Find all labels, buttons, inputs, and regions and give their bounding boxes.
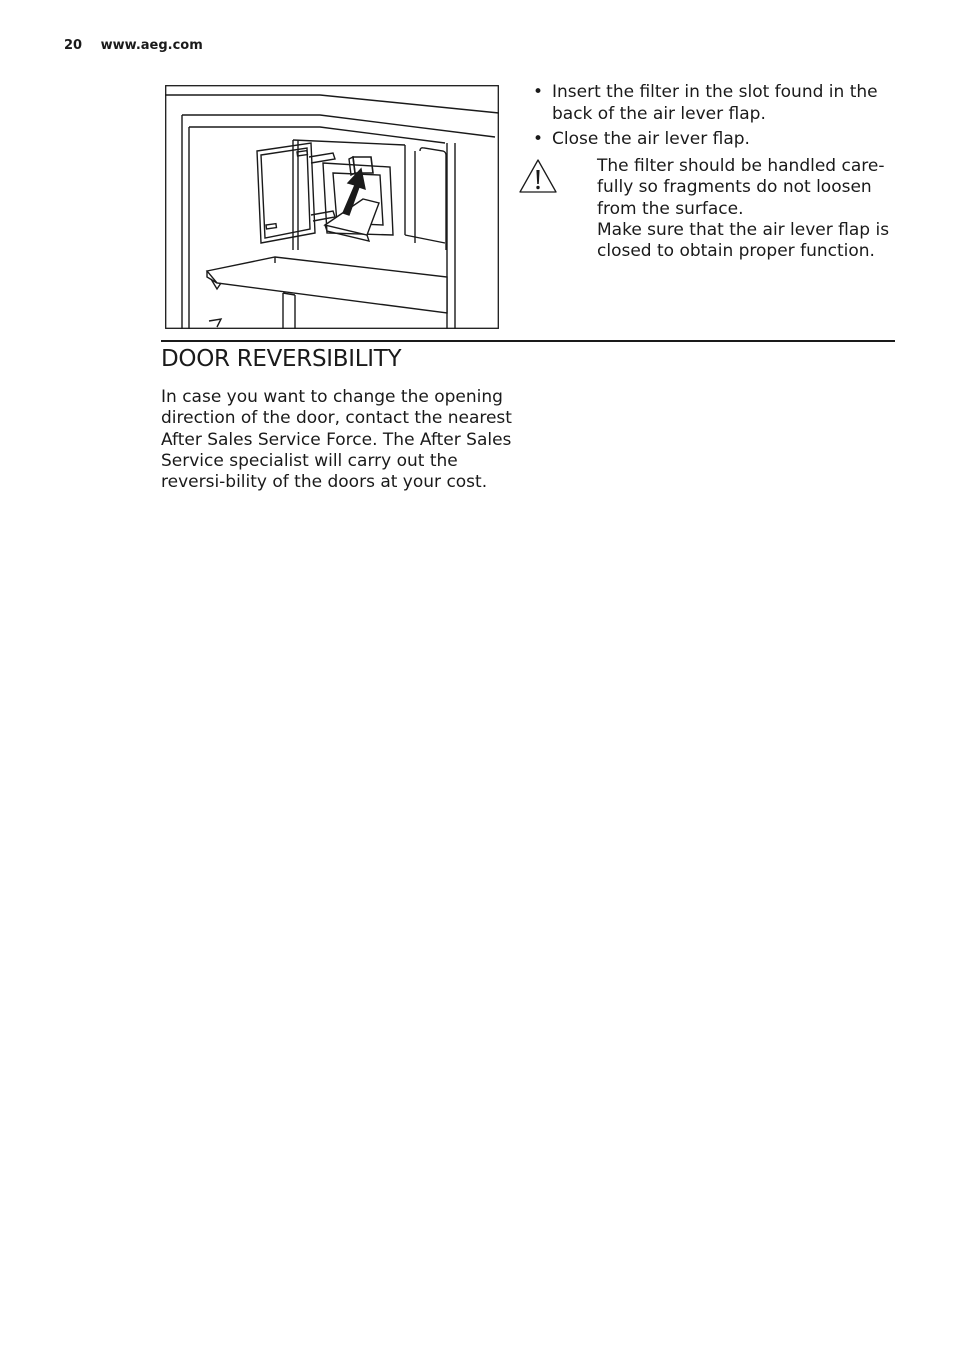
instruction-text: Insert the filter in the slot found in the back of the air lever flap.: [552, 82, 878, 124]
page-header: [64, 38, 203, 53]
warning-note: [597, 156, 897, 262]
warning-triangle-icon: [518, 158, 558, 194]
section-body: In case you want to change the opening direction of the door, contact the nearest After Sales Service Force. The After Sales Service specialist will carry out the reversi-bility of the doors at your cost.: [161, 387, 512, 493]
instruction-list: [533, 82, 895, 155]
warning-line: closed to obtain proper function.: [597, 241, 875, 262]
instruction-text: Close the air lever flap.: [552, 129, 750, 149]
filter-insertion-illustration: [165, 85, 499, 329]
section-title: DOOR REVERSIBILITY: [161, 346, 402, 372]
website-link[interactable]: www.aeg.com: [100, 38, 203, 53]
list-item: [533, 82, 895, 125]
warning-line: from the surface.: [597, 198, 744, 219]
warning-line: Make sure that the air lever flap is: [597, 219, 890, 240]
warning-line: The filter should be handled care-: [597, 156, 885, 176]
section-divider: [161, 340, 895, 342]
list-item: [533, 129, 895, 151]
bullet-symbol: •: [533, 82, 544, 102]
bullet-symbol: •: [533, 129, 544, 149]
warning-line: fully so fragments do not loosen: [597, 177, 872, 198]
page-number: 20: [64, 38, 83, 53]
